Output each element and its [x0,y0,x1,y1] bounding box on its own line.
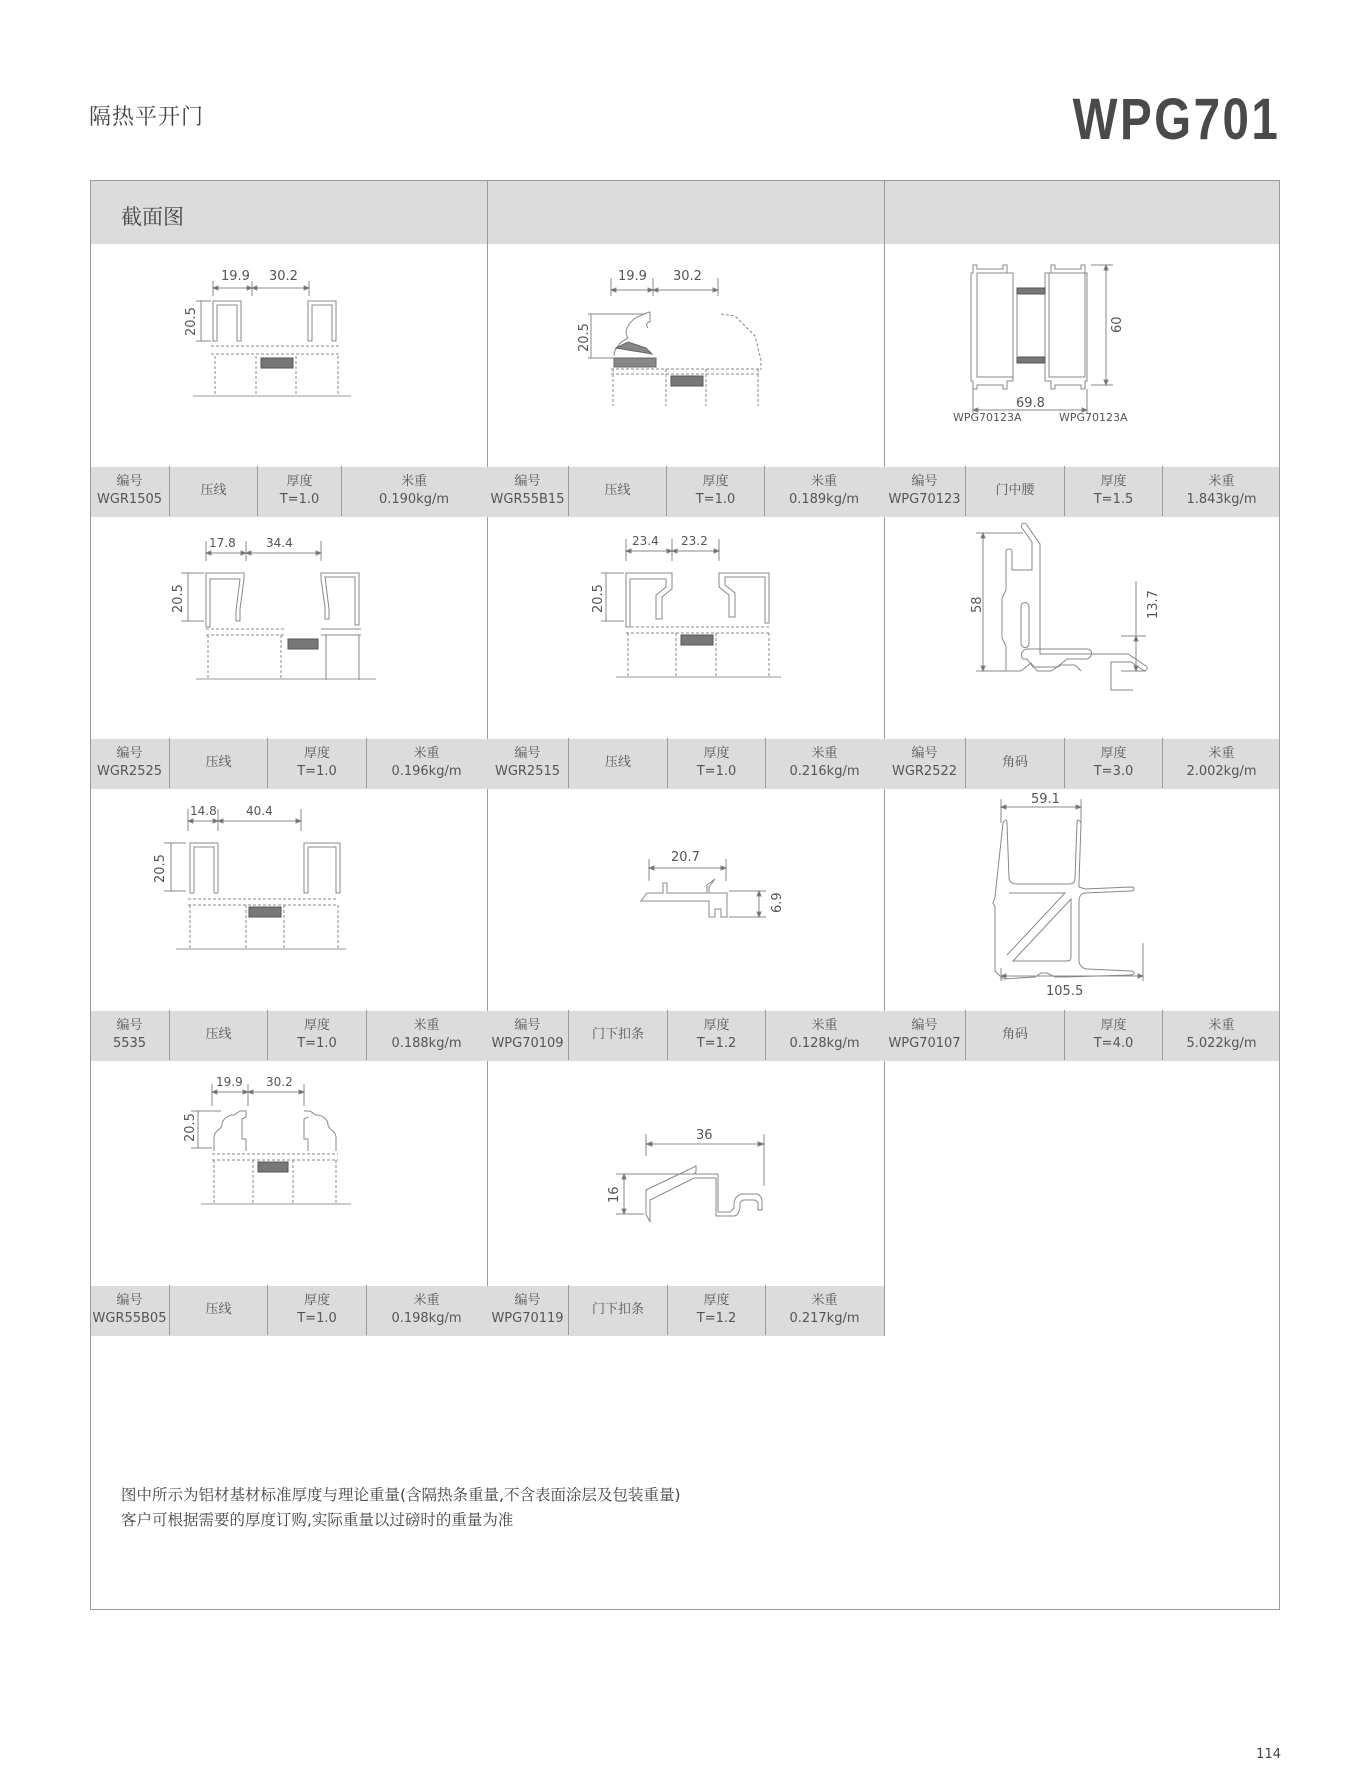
dim-w1: 19.9 [221,269,250,284]
code-label: 编号 [116,474,143,489]
header-cell-1 [91,181,488,244]
weight-label: 米重 [810,474,837,489]
dim-w: 20.7 [671,850,700,865]
dim-h: 16 [607,1186,622,1203]
table-header-row [91,181,1279,244]
thickness-label: 厚度 [303,1018,330,1033]
weight-value: 5.022kg/m [1186,1036,1257,1051]
weight-label: 米重 [811,1293,838,1308]
dim-w2: 30.2 [266,1076,293,1089]
thickness-value: T=1.5 [1093,492,1134,507]
weight-value: 0.189kg/m [788,492,860,507]
name-value: 门下扣条 [591,1302,644,1317]
drawing-wgr1505 [181,266,401,406]
spec-row-3 [91,1011,1279,1061]
page-number: 114 [1256,1747,1281,1762]
weight-label: 米重 [413,746,440,761]
thickness-value: T=1.0 [297,1036,337,1051]
weight-label: 米重 [413,1018,440,1033]
code-value: WPG70107 [888,1036,961,1051]
thickness-value: T=1.2 [696,1311,737,1326]
thickness-label: 厚度 [1100,746,1127,761]
code-label: 编号 [911,746,938,761]
footnote-line-2: 客户可根据需要的厚度订购,实际重量以过磅时的重量为准 [121,1511,514,1529]
weight-value: 1.843kg/m [1186,492,1257,507]
profile-catalog-table [90,180,1280,1610]
dim-h: 20.5 [591,584,606,613]
dim-w: 36 [696,1128,713,1143]
thickness-label: 厚度 [303,1293,330,1308]
drawing-wpg70119 [586,1126,786,1256]
thickness-label: 厚度 [1100,474,1127,489]
code-value: 5535 [112,1036,147,1051]
dim-w2: 30.2 [269,269,298,284]
dim-w1: 17.8 [209,536,236,550]
part-label-left: WPG70123A [953,411,1022,424]
weight-value: 0.198kg/m [391,1311,462,1326]
name-value: 压线 [205,755,232,770]
footnote [121,1483,681,1533]
dim-w1: 19.9 [216,1076,243,1089]
name-value: 门中腰 [995,483,1035,498]
thickness-label: 厚度 [702,474,729,489]
page-category-title: 隔热平开门 [89,105,205,130]
dim-w2: 40.4 [246,804,273,818]
weight-label: 米重 [413,1293,440,1308]
code-value: WPG70119 [491,1311,564,1326]
thickness-value: T=3.0 [1093,764,1134,779]
dim-h: 20.5 [184,307,199,336]
dim-w: 105.5 [1046,984,1084,999]
drawing-5535 [146,801,386,961]
drawing-wgr2515 [566,531,806,691]
name-value: 压线 [604,755,631,770]
weight-label: 米重 [811,1018,838,1033]
code-value: WGR2525 [96,764,163,779]
part-label-right: WPG70123A [1059,411,1128,424]
weight-value: 0.190kg/m [378,492,450,507]
series-code: WPG701 [1072,87,1280,152]
column-divider [487,244,488,1336]
code-value: WGR2515 [494,764,561,779]
thickness-label: 厚度 [286,474,313,489]
thickness-value: T=4.0 [1093,1036,1134,1051]
spec-row-1 [91,467,1279,517]
drawing-wpg70109 [621,841,801,931]
thickness-value: T=1.2 [696,1036,737,1051]
drawing-wpg70123 [953,253,1201,424]
drawing-wpg70107 [991,793,1191,1013]
weight-value: 0.128kg/m [789,1036,860,1051]
name-value: 压线 [205,1027,232,1042]
drawing-wgr55b15 [576,266,796,406]
code-label: 编号 [514,474,541,489]
thickness-label: 厚度 [703,746,730,761]
code-value: WGR2522 [891,764,958,779]
column-divider [884,1286,885,1336]
thickness-label: 厚度 [703,1018,730,1033]
section-title: 截面图 [121,205,184,229]
thickness-value: T=1.0 [297,764,337,779]
code-value: WPG70123 [888,492,961,507]
code-value: WGR1505 [96,492,163,507]
code-value: WGR55B05 [92,1311,167,1326]
dim-w-top: 59.1 [1031,793,1060,807]
weight-value: 0.196kg/m [391,764,462,779]
header-cell-3 [885,181,1281,244]
drawing-wgr55b05 [176,1076,396,1226]
code-label: 编号 [116,1018,143,1033]
drawing-wgr2522 [961,521,1201,691]
header-cell-2 [488,181,885,244]
thickness-value: T=1.0 [695,492,736,507]
thickness-value: T=1.0 [696,764,737,779]
spec-row-4 [91,1286,885,1336]
dim-w2: 30.2 [673,269,702,284]
code-label: 编号 [911,474,938,489]
dim-h: 20.5 [153,854,168,883]
weight-label: 米重 [1208,746,1235,761]
dim-w: 69.8 [1016,396,1045,411]
dim-h: 20.5 [577,323,592,352]
code-value: WPG70109 [491,1036,564,1051]
column-divider [884,244,885,1336]
dim-h: 6.9 [770,892,785,913]
weight-value: 2.002kg/m [1186,764,1257,779]
name-value: 角码 [1001,1027,1028,1042]
dim-w1: 14.8 [190,804,217,818]
thickness-label: 厚度 [303,746,330,761]
dim-h: 20.5 [183,1113,198,1142]
name-value: 门下扣条 [591,1027,644,1042]
thickness-value: T=1.0 [297,1311,337,1326]
code-value: WGR55B15 [490,492,565,507]
code-label: 编号 [116,746,143,761]
weight-label: 米重 [811,746,838,761]
dim-h: 58 [970,596,985,613]
code-label: 编号 [116,1293,143,1308]
code-label: 编号 [514,1018,541,1033]
name-value: 压线 [205,1302,232,1317]
name-value: 压线 [604,483,631,498]
dim-h: 60 [1110,316,1125,333]
footnote-line-1: 图中所示为铝材基材标准厚度与理论重量(含隔热条重量,不含表面涂层及包装重量) [121,1486,681,1504]
weight-value: 0.188kg/m [391,1036,462,1051]
code-label: 编号 [514,746,541,761]
thickness-label: 厚度 [703,1293,730,1308]
dim-w2: 23.2 [681,534,708,548]
dim-w1: 23.4 [632,534,659,548]
drawing-wgr2525 [166,531,406,691]
dim-w1: 19.9 [618,269,647,284]
weight-label: 米重 [400,474,427,489]
thickness-label: 厚度 [1100,1018,1127,1033]
name-value: 压线 [200,483,227,498]
code-label: 编号 [911,1018,938,1033]
weight-label: 米重 [1208,474,1235,489]
name-value: 角码 [1001,755,1028,770]
spec-row-2 [91,739,1279,789]
code-label: 编号 [514,1293,541,1308]
thickness-value: T=1.0 [279,492,320,507]
dim-h: 20.5 [171,584,186,613]
weight-label: 米重 [1208,1018,1235,1033]
weight-value: 0.216kg/m [789,764,860,779]
dim-h2: 13.7 [1146,590,1161,619]
weight-value: 0.217kg/m [789,1311,860,1326]
dim-w2: 34.4 [266,536,293,550]
